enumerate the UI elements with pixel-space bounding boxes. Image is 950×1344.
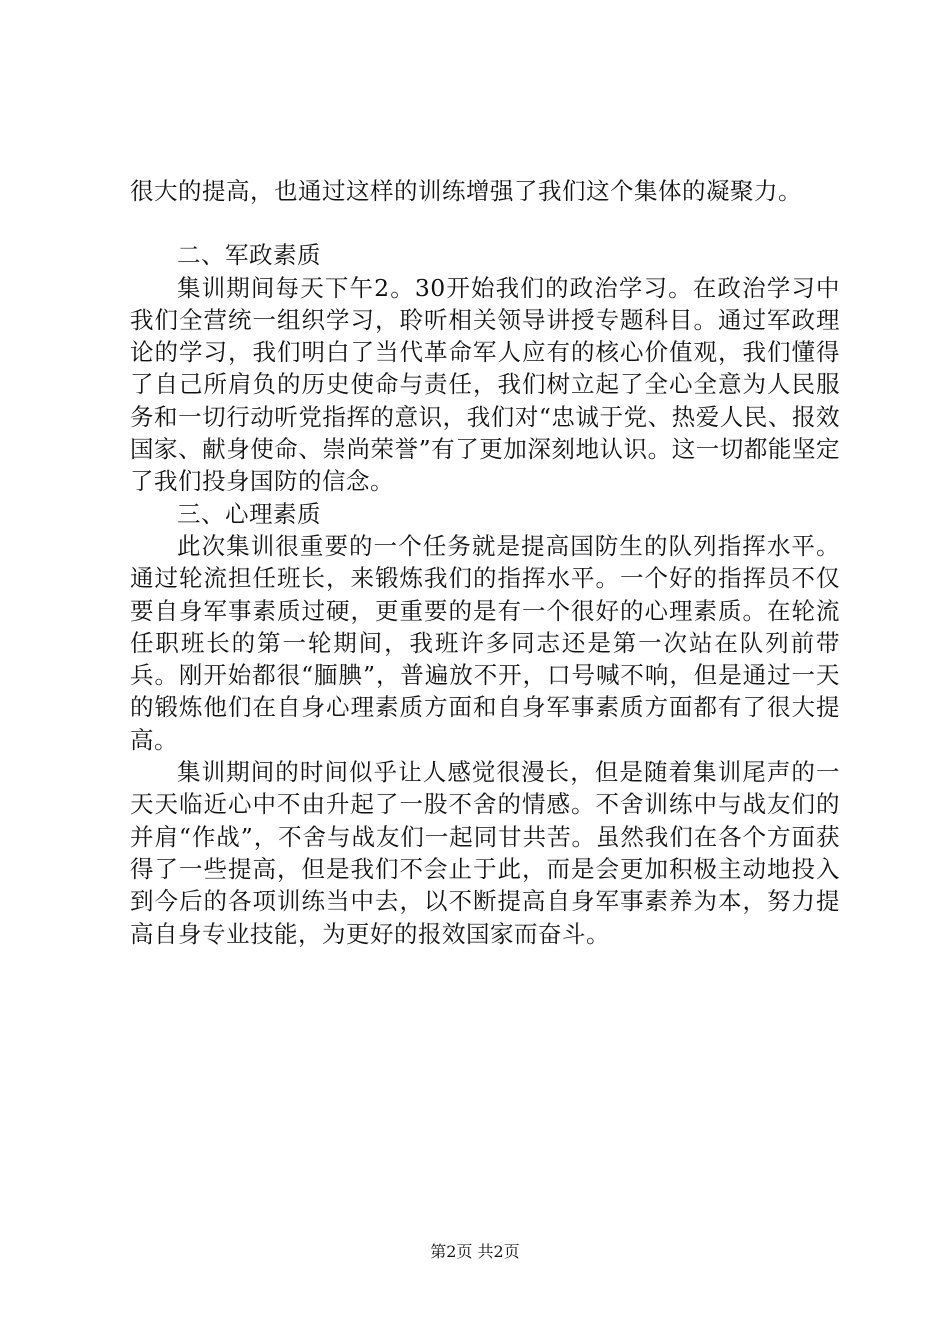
intro-continuation-paragraph: 很大的提高，也通过这样的训练增强了我们这个集体的凝聚力。 [130,177,802,205]
section-heading-political: 二、军政素质 [177,241,321,270]
page-number-footer: 第2页 共2页 [430,1242,520,1261]
section-body-psychological: 此次集训很重要的一个任务就是提高国防生的队列指挥水平。通过轮流担任班长，来锻炼我们的指挥水平。一个好的指挥员不仅要自身军事素质过硬，更重要的是有一个很好的心理素质。在轮流任职班长的第一轮期间，我班许多同志还是第一次站在队列前带兵。刚开始都很“腼腆”，普遍放不开，口号喊不响，但是通过一天的锻炼他们在自身心理素质方面和自身军事素质方面都有了很大提高。 [130,531,840,754]
closing-paragraph: 集训期间的时间似乎让人感觉很漫长，但是随着集训尾声的一天天临近心中不由升起了一股不舍的情感。不舍训练中与战友们的并肩“作战”，不舍与战友们一起同甘共苦。虽然我们在各个方面获得了一些提高，但是我们不会止于此，而是会更加积极主动地投入到今后的各项训练当中去，以不断提高自身军事素养为本，努力提高自身专业技能，为更好的报效国家而奋斗。 [130,758,840,948]
section-body-political: 集训期间每天下午2。30开始我们的政治学习。在政治学习中我们全营统一组织学习，聆听相关领导讲授专题科目。通过军政理论的学习，我们明白了当代革命军人应有的核心价值观，我们懂得了自己所肩负的历史使命与责任，我们树立起了全心全意为人民服务和一切行动听党指挥的意识，我们对“忠诚于党、热爱人民、报效国家、献身使命、崇尚荣誉”有了更加深刻地认识。这一切都能坚定了我们投身国防的信念。 [130,273,840,496]
section-heading-psychological: 三、心理素质 [177,499,321,528]
document-body [130,175,840,950]
paragraph-gap [130,207,840,239]
